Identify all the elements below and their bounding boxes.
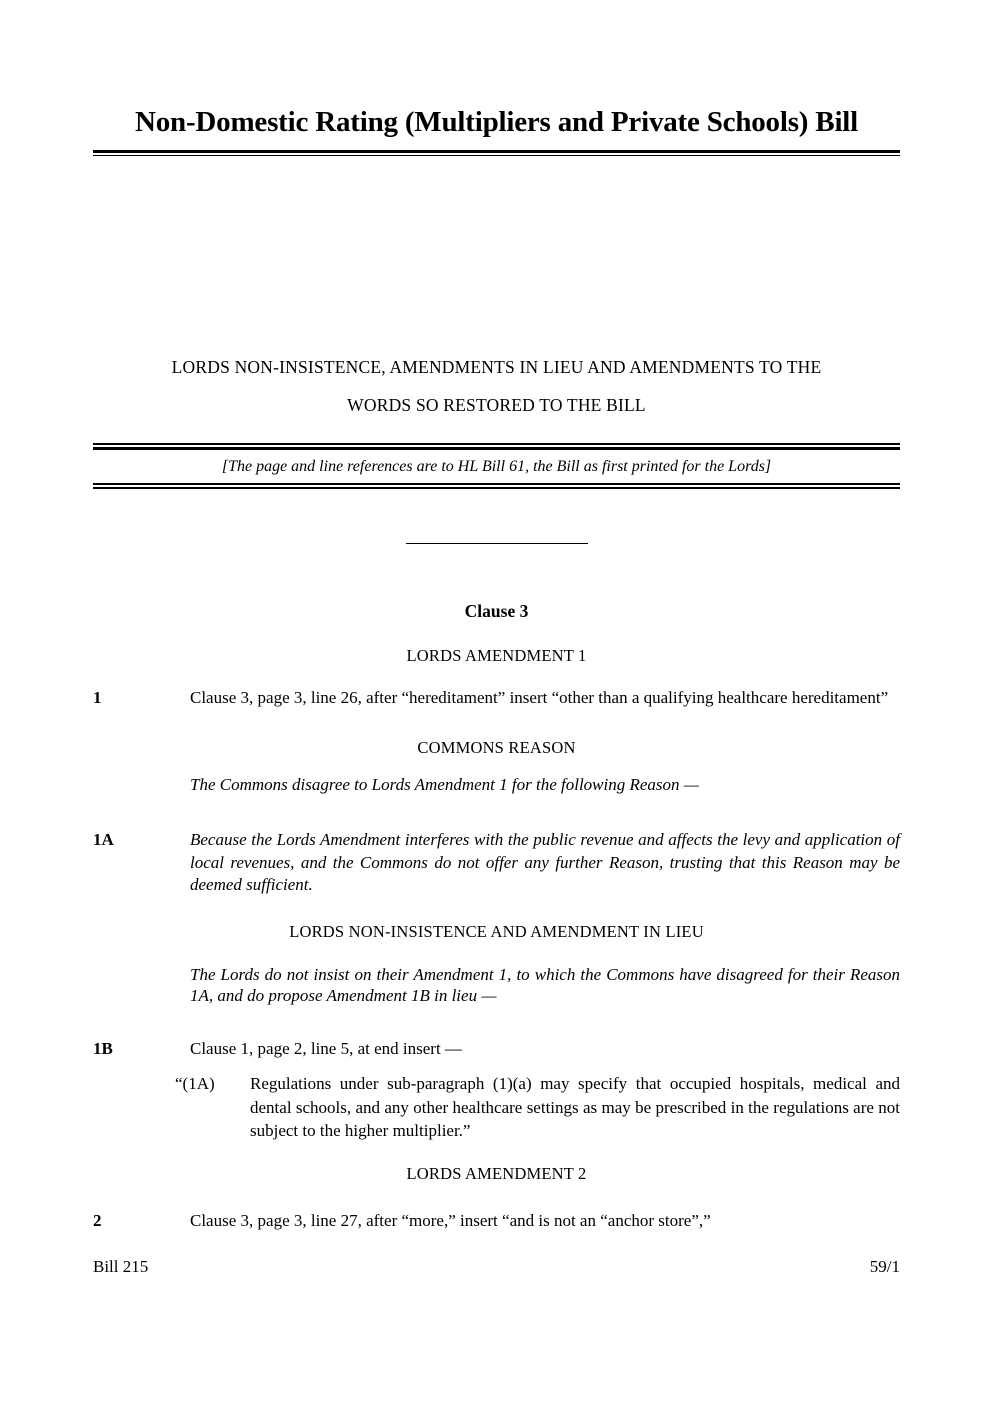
inserted-subparagraph-marker: “(1A) [175,1074,215,1094]
page-footer [93,1256,900,1278]
reference-note-box [93,443,900,488]
main-heading-line1: LORDS NON-INSISTENCE, AMENDMENTS IN LIEU AND AMENDMENTS TO THE [171,357,822,378]
reason-1a-text: Because the Lords Amendment interferes with the public revenue and affects the levy and application of local revenues, and the Commons do not offer any further Reason, trusting that this Reason may be deemed sufficient. [190,830,900,895]
reason-1a-number: 1A [93,830,114,850]
footer-bill-number: Bill 215 [93,1257,149,1277]
clause-heading: Clause 3 [464,601,529,622]
amendment-1-text: Clause 3, page 3, line 26, after “hereditament” insert “other than a qualifying healthcare hereditament” [190,688,889,708]
non-insistence-intro: The Lords do not insist on their Amendment 1, to which the Commons have disagreed for their Reason 1A, and do propose Amendment 1B in lieu — [190,964,900,1006]
amendment-1b-number: 1B [93,1038,113,1058]
page-content [0,104,991,1278]
amendment-2-number: 2 [93,1210,102,1230]
main-heading-line2: WORDS SO RESTORED TO THE BILL [347,395,646,416]
amendment-2-item [93,1210,900,1233]
section-divider-rule [406,543,588,545]
inserted-subparagraph-text: Regulations under sub-paragraph (1)(a) may specify that occupied hospitals, medical and dental schools, and any other healthcare settings as may be prescribed in the regulations are not subject to the higher multiplier.” [250,1074,900,1141]
commons-reason-intro: The Commons disagree to Lords Amendment 1 for the following Reason — [190,774,699,794]
reference-note: [The page and line references are to HL Bill 61, the Bill as first printed for the Lords] [221,457,772,475]
inserted-subparagraph [93,1072,900,1143]
main-heading [93,348,900,424]
title-double-rule [93,150,900,156]
bill-title: Non-Domestic Rating (Multipliers and Private Schools) Bill [134,106,859,138]
footer-session-code: 59/1 [869,1257,900,1277]
reason-1a-item [93,829,900,897]
commons-reason-heading: COMMONS REASON [417,737,576,757]
non-insistence-heading: LORDS NON-INSISTENCE AND AMENDMENT IN LIEU [289,921,704,941]
amendment-2-text: Clause 3, page 3, line 27, after “more,” insert “and is not an “anchor store”,” [190,1210,711,1230]
lords-amendment-2-heading: LORDS AMENDMENT 2 [406,1163,587,1183]
amendment-1-number: 1 [93,688,102,708]
amendment-1-item [93,687,900,710]
amendment-1b-text: Clause 1, page 2, line 5, at end insert — [190,1038,462,1058]
amendment-1b-item [93,1038,900,1061]
lords-amendment-1-heading: LORDS AMENDMENT 1 [406,646,587,666]
